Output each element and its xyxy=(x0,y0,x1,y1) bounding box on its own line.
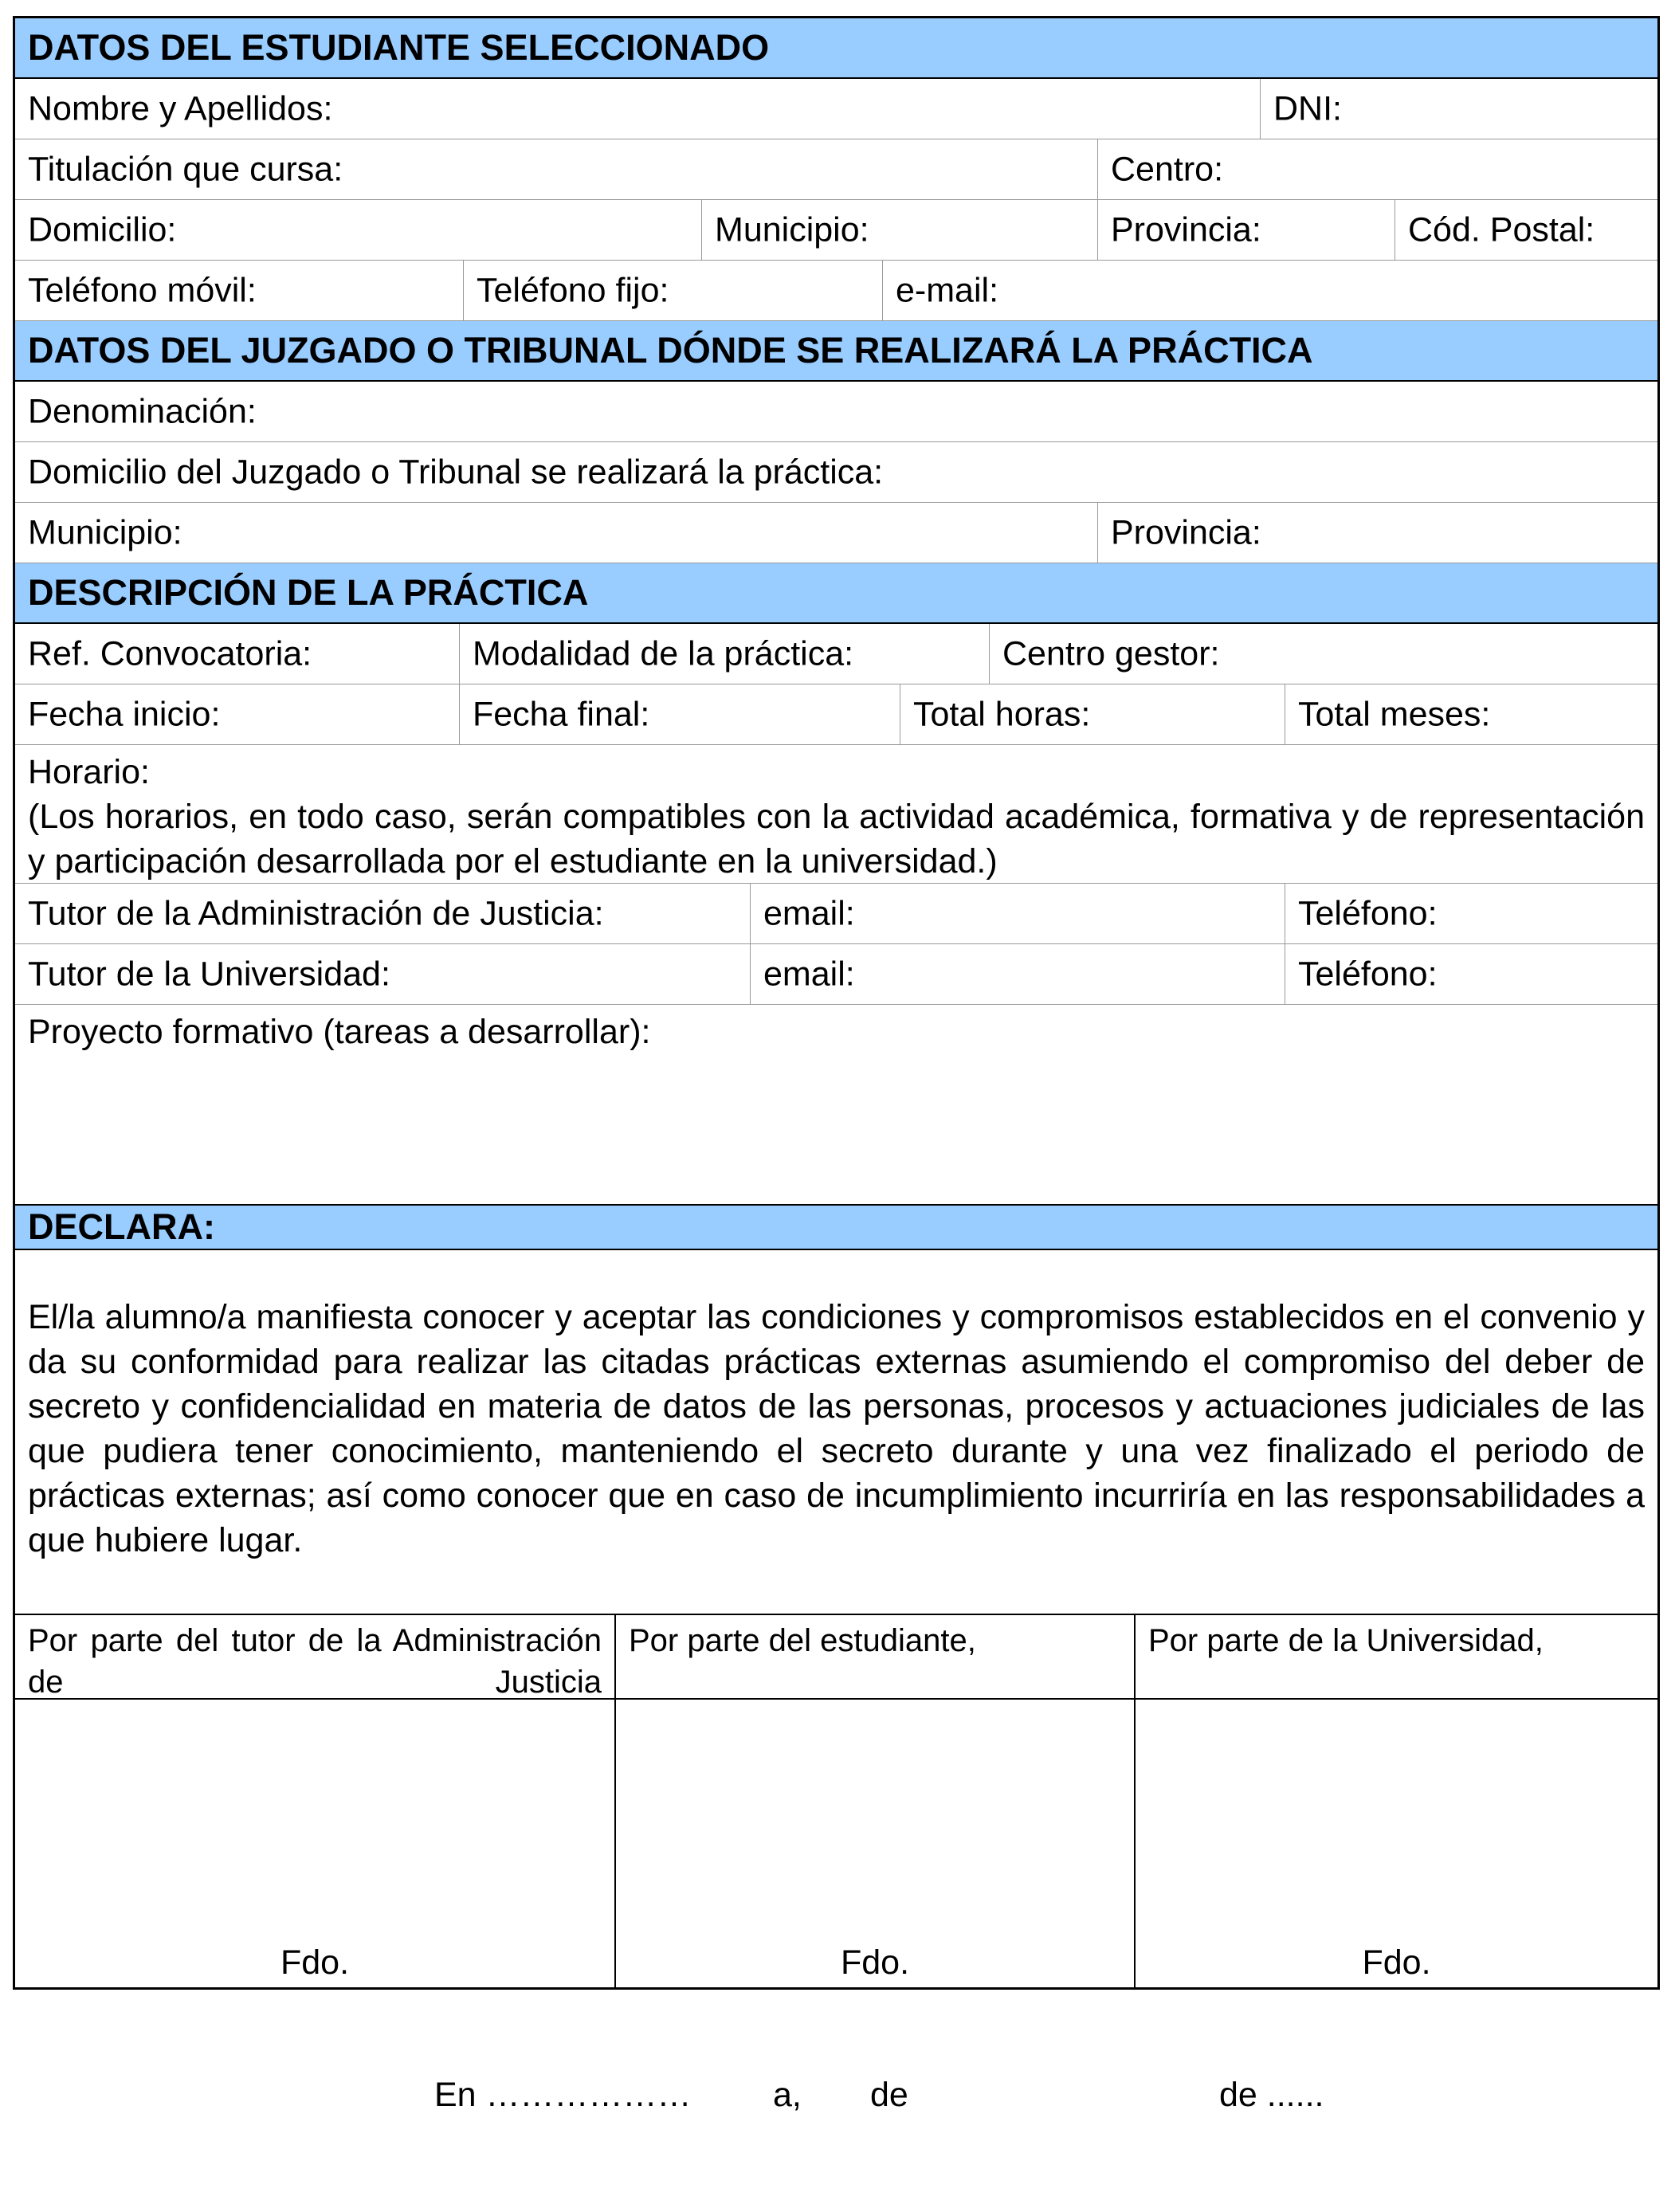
student-centre-field[interactable]: Centro: xyxy=(1097,139,1657,199)
university-tutor-field[interactable]: Tutor de la Universidad: xyxy=(28,955,390,993)
signature-box-student[interactable]: Fdo. xyxy=(614,1700,1134,1987)
student-email-field[interactable]: e-mail: xyxy=(882,261,1657,320)
practice-row-justice-tutor xyxy=(15,884,1657,944)
declaration-body xyxy=(15,1250,1657,1615)
court-section-header: DATOS DEL JUZGADO O TRIBUNAL DÓNDE SE REALIZARÁ LA PRÁCTICA xyxy=(15,321,1657,382)
student-dni-field[interactable]: DNI: xyxy=(1260,79,1657,139)
sig-head-justice-tutor: Por parte del tutor de la Administración de Justicia xyxy=(28,1623,602,1700)
student-degree-field[interactable]: Titulación que cursa: xyxy=(28,150,343,188)
university-tutor-phone-field[interactable]: Teléfono: xyxy=(1285,944,1657,1004)
court-row-address xyxy=(15,442,1657,503)
signature-box-university[interactable]: Fdo. xyxy=(1134,1700,1657,1987)
student-row-degree xyxy=(15,139,1657,200)
practice-schedule-field[interactable] xyxy=(15,745,1657,884)
sig-head-university: Por parte de la Universidad, xyxy=(1134,1615,1657,1698)
student-row-contact xyxy=(15,261,1657,321)
student-row-name xyxy=(15,79,1657,139)
justice-tutor-field[interactable]: Tutor de la Administración de Justicia: xyxy=(28,894,604,932)
court-row-location xyxy=(15,503,1657,563)
student-address-field[interactable]: Domicilio: xyxy=(28,210,177,249)
closing-place[interactable]: En ……………… xyxy=(434,2076,692,2114)
signature-header-row xyxy=(15,1615,1657,1700)
signature-box-justice-tutor[interactable]: Fdo. xyxy=(280,1943,350,1982)
practice-start-date-field[interactable]: Fecha inicio: xyxy=(28,695,221,733)
schedule-label: Horario: xyxy=(28,753,150,791)
court-municipality-field[interactable]: Municipio: xyxy=(28,513,182,551)
court-address-field[interactable]: Domicilio del Juzgado o Tribunal se realizará la práctica: xyxy=(28,453,884,491)
practice-row-dates xyxy=(15,684,1657,745)
student-mobile-field[interactable]: Teléfono móvil: xyxy=(28,271,257,309)
practice-project-field[interactable] xyxy=(15,1005,1657,1204)
student-landline-field[interactable]: Teléfono fijo: xyxy=(463,261,882,320)
declaration-text: El/la alumno/a manifiesta conocer y aceptar las condiciones y compromisos establecidos en el convenio y da su conformidad para realizar las citadas prácticas externas asumiendo el compromiso del deber de secreto y confidencialidad en materia de datos de las personas, procesos y actuaciones judiciales de las que pudiera tener conocimiento, manteniendo el secreto durante y una vez finalizado el periodo de prácticas externas; así como conocer que en caso de incumplimiento incurriría en las responsabilidades a que hubiere lugar. xyxy=(28,1298,1645,1559)
signature-box-row xyxy=(15,1700,1657,1987)
schedule-note: (Los horarios, en todo caso, serán compatibles con la actividad académica, formativa y de representación y participación desarrollada por el estudiante en la universidad.) xyxy=(28,798,1645,880)
practice-row-ref xyxy=(15,624,1657,684)
practice-form xyxy=(13,16,1660,1990)
declaration-section-header: DECLARA: xyxy=(15,1204,1657,1250)
practice-managing-centre-field[interactable]: Centro gestor: xyxy=(989,624,1657,684)
sig-head-student: Por parte del estudiante, xyxy=(614,1615,1134,1698)
practice-total-hours-field[interactable]: Total horas: xyxy=(900,684,1285,744)
practice-end-date-field[interactable]: Fecha final: xyxy=(459,684,900,744)
project-label: Proyecto formativo (tareas a desarrollar): xyxy=(28,1013,651,1051)
practice-modality-field[interactable]: Modalidad de la práctica: xyxy=(459,624,989,684)
closing-de-2: de ...... xyxy=(1219,2076,1324,2114)
practice-ref-field[interactable]: Ref. Convocatoria: xyxy=(28,634,312,673)
closing-a: a, xyxy=(773,2076,802,2114)
court-province-field[interactable]: Provincia: xyxy=(1097,503,1657,563)
student-row-address xyxy=(15,200,1657,261)
student-section-header: DATOS DEL ESTUDIANTE SELECCIONADO xyxy=(15,18,1657,79)
closing-de-1: de xyxy=(870,2076,908,2114)
practice-total-months-field[interactable]: Total meses: xyxy=(1285,684,1657,744)
practice-row-university-tutor xyxy=(15,944,1657,1005)
practice-section-header: DESCRIPCIÓN DE LA PRÁCTICA xyxy=(15,563,1657,624)
student-province-field[interactable]: Provincia: xyxy=(1097,200,1395,260)
university-tutor-email-field[interactable]: email: xyxy=(750,944,1285,1004)
student-name-field[interactable]: Nombre y Apellidos: xyxy=(28,89,333,127)
justice-tutor-email-field[interactable]: email: xyxy=(750,884,1285,943)
court-row-name xyxy=(15,382,1657,442)
court-name-field[interactable]: Denominación: xyxy=(28,392,257,430)
justice-tutor-phone-field[interactable]: Teléfono: xyxy=(1285,884,1657,943)
student-municipality-field[interactable]: Municipio: xyxy=(701,200,1097,260)
student-postal-code-field[interactable]: Cód. Postal: xyxy=(1395,200,1657,260)
